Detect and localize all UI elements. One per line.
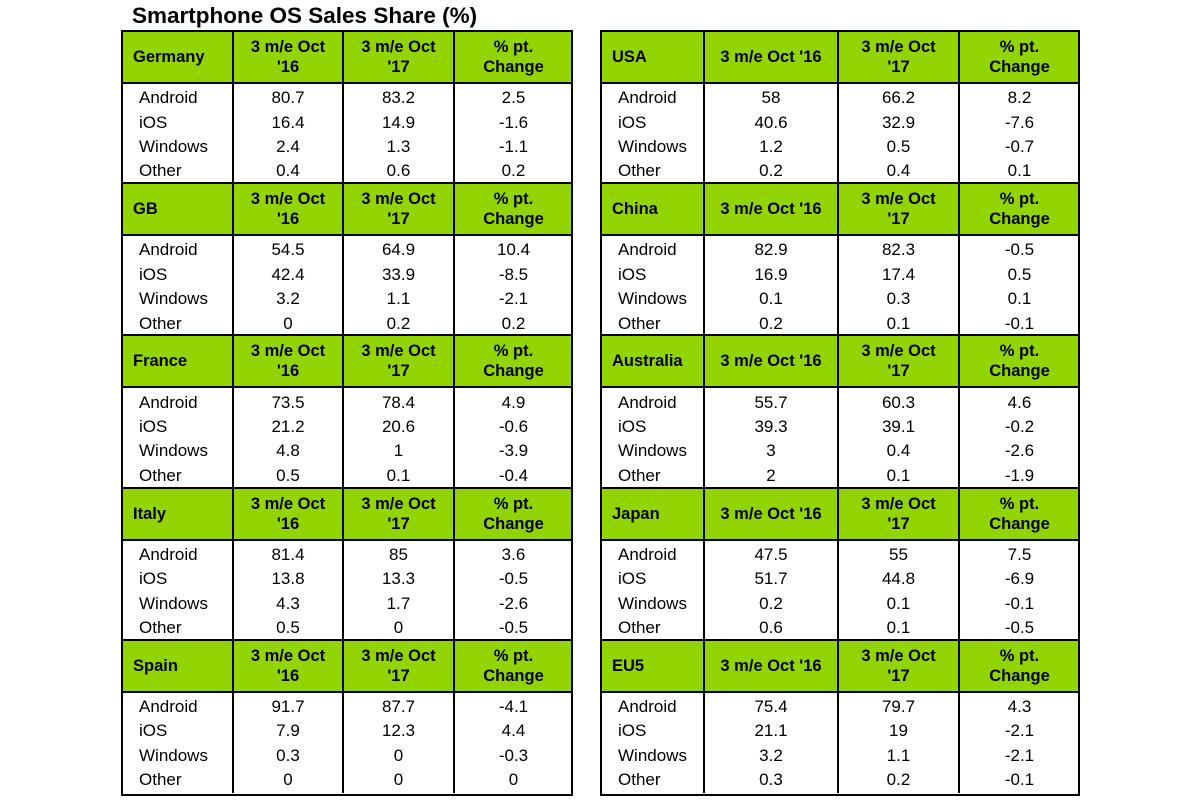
- column-header: % pt. Change: [989, 38, 1050, 76]
- column-header: % pt. Change: [989, 342, 1050, 381]
- column-divider: [342, 336, 344, 488]
- table-row: [602, 744, 1078, 768]
- value-cell: 0: [393, 617, 404, 637]
- table-row: [123, 591, 571, 615]
- value-cell: -4.1: [498, 696, 529, 716]
- os-label: Android: [139, 392, 198, 412]
- value-cell: 0.6: [386, 161, 411, 181]
- table-row: [602, 238, 1078, 262]
- column-divider: [703, 184, 705, 336]
- region-block-china: [602, 184, 1078, 336]
- value-cell: 83.2: [381, 88, 416, 108]
- column-divider: [958, 184, 960, 336]
- value-cell: 66.2: [881, 88, 916, 108]
- value-cell: 0.1: [886, 465, 911, 485]
- value-cell: 0.2: [501, 161, 526, 181]
- column-header: 3 m/e Oct '16: [250, 342, 326, 381]
- value-cell: 81.4: [271, 544, 305, 564]
- os-label: Android: [618, 392, 677, 412]
- table-row: [602, 110, 1078, 134]
- table-row: [602, 439, 1078, 463]
- table-row: [602, 415, 1078, 439]
- os-label: Windows: [139, 593, 208, 613]
- region-header: [602, 336, 1078, 388]
- value-cell: 0: [508, 770, 519, 790]
- region-name: Italy: [133, 504, 167, 523]
- value-cell: 3.2: [276, 289, 300, 309]
- os-label: Windows: [618, 289, 687, 309]
- value-cell: 0.5: [276, 617, 300, 637]
- value-cell: -0.5: [1004, 240, 1035, 260]
- table-row: [123, 238, 571, 262]
- value-cell: 0.5: [276, 465, 300, 485]
- value-cell: -0.1: [1004, 593, 1035, 613]
- column-header: 3 m/e Oct '16: [250, 38, 326, 76]
- value-cell: -2.6: [498, 593, 529, 613]
- column-divider: [837, 641, 839, 793]
- column-header: 3 m/e Oct '16: [720, 504, 822, 523]
- os-label: Other: [139, 617, 182, 637]
- value-cell: 1.1: [886, 745, 911, 765]
- os-label: Other: [139, 161, 182, 181]
- value-cell: 0: [283, 313, 293, 333]
- value-cell: 1.1: [386, 289, 411, 309]
- column-header: 3 m/e Oct '17: [361, 190, 436, 229]
- region-block-eu5: [602, 641, 1078, 793]
- table-row: [602, 768, 1078, 792]
- column-header: % pt. Change: [483, 190, 544, 229]
- value-cell: 2: [766, 465, 776, 485]
- os-label: Android: [618, 88, 677, 108]
- value-cell: 10.4: [496, 240, 531, 260]
- value-cell: 85: [389, 544, 408, 564]
- value-cell: -2.6: [1004, 441, 1035, 461]
- table-row: [602, 695, 1078, 719]
- value-cell: -1.9: [1004, 465, 1035, 485]
- region-header: [123, 32, 571, 84]
- os-label: iOS: [139, 264, 168, 284]
- value-cell: 0: [393, 770, 404, 790]
- value-cell: -0.6: [498, 416, 529, 436]
- value-cell: -2.1: [1004, 745, 1035, 765]
- os-label: Windows: [618, 136, 687, 156]
- table-row: [123, 768, 571, 792]
- value-cell: 0.5: [886, 136, 911, 156]
- value-cell: 2.5: [501, 88, 526, 108]
- value-cell: 13.8: [271, 569, 305, 589]
- value-cell: 17.4: [881, 264, 916, 284]
- value-cell: 0.4: [886, 161, 911, 181]
- value-cell: 64.9: [381, 240, 416, 260]
- value-cell: 0.1: [759, 289, 783, 309]
- table-row: [123, 464, 571, 488]
- region-name: China: [612, 200, 658, 219]
- value-cell: -0.5: [498, 617, 529, 637]
- column-divider: [453, 184, 455, 336]
- value-cell: 0.2: [759, 593, 783, 613]
- value-cell: 4.6: [1007, 392, 1032, 412]
- region-header: [602, 184, 1078, 236]
- os-label: Windows: [139, 136, 208, 156]
- os-label: Other: [618, 465, 661, 485]
- value-cell: 16.4: [271, 112, 305, 132]
- table-row: [123, 415, 571, 439]
- right-table: [600, 30, 1080, 796]
- os-label: iOS: [139, 569, 168, 589]
- value-cell: 42.4: [271, 264, 305, 284]
- column-divider: [958, 489, 960, 641]
- value-cell: 19: [889, 721, 908, 741]
- value-cell: 0.2: [759, 313, 783, 333]
- value-cell: 20.6: [381, 416, 416, 436]
- region-header: [123, 336, 571, 388]
- os-label: Other: [618, 313, 661, 333]
- column-divider: [232, 336, 234, 488]
- column-divider: [703, 32, 705, 184]
- region-header: [602, 489, 1078, 541]
- os-label: Android: [139, 544, 198, 564]
- os-label: iOS: [618, 112, 647, 132]
- region-header: [602, 641, 1078, 693]
- column-divider: [837, 184, 839, 336]
- column-header: % pt. Change: [989, 494, 1050, 533]
- value-cell: 4.3: [276, 593, 300, 613]
- table-row: [602, 719, 1078, 743]
- os-label: Other: [618, 770, 661, 790]
- column-header: 3 m/e Oct '16: [720, 48, 822, 66]
- column-header: 3 m/e Oct '17: [361, 646, 436, 685]
- column-header: 3 m/e Oct '17: [861, 494, 936, 533]
- column-divider: [958, 641, 960, 793]
- value-cell: 0.1: [886, 617, 911, 637]
- table-row: [123, 616, 571, 640]
- column-divider: [453, 336, 455, 488]
- value-cell: 0.4: [276, 161, 300, 181]
- table-row: [123, 263, 571, 287]
- value-cell: -2.1: [498, 289, 529, 309]
- os-label: Android: [139, 696, 198, 716]
- column-header: 3 m/e Oct '17: [861, 190, 936, 229]
- table-row: [123, 110, 571, 134]
- os-label: Android: [618, 544, 677, 564]
- value-cell: 0.4: [886, 441, 911, 461]
- value-cell: 4.9: [501, 392, 526, 412]
- value-cell: 0.2: [386, 313, 411, 333]
- column-divider: [232, 641, 234, 793]
- value-cell: 82.3: [881, 240, 916, 260]
- left-table: [121, 30, 573, 796]
- column-divider: [837, 336, 839, 488]
- region-name: GB: [133, 200, 158, 219]
- value-cell: 33.9: [381, 264, 416, 284]
- table-row: [602, 616, 1078, 640]
- table-row: [123, 86, 571, 110]
- region-name: Japan: [612, 504, 660, 523]
- table-row: [123, 543, 571, 567]
- value-cell: -0.5: [498, 569, 529, 589]
- column-divider: [958, 32, 960, 184]
- column-header: % pt. Change: [483, 646, 544, 685]
- table-row: [123, 390, 571, 414]
- column-header: 3 m/e Oct '16: [250, 646, 326, 685]
- value-cell: 82.9: [754, 240, 788, 260]
- column-divider: [837, 489, 839, 641]
- region-header: [123, 184, 571, 236]
- column-header: 3 m/e Oct '17: [361, 494, 436, 533]
- value-cell: 0.2: [501, 313, 526, 333]
- region-name: Australia: [612, 352, 683, 371]
- value-cell: -1.6: [498, 112, 529, 132]
- os-label: iOS: [139, 721, 168, 741]
- value-cell: 4.8: [276, 441, 300, 461]
- os-label: Android: [618, 240, 677, 260]
- os-label: iOS: [139, 112, 168, 132]
- value-cell: 3.2: [759, 745, 783, 765]
- column-header: 3 m/e Oct '17: [361, 38, 436, 76]
- table-row: [123, 135, 571, 159]
- column-divider: [958, 336, 960, 488]
- column-header: 3 m/e Oct '16: [720, 656, 822, 675]
- column-divider: [232, 32, 234, 184]
- os-label: Other: [618, 617, 661, 637]
- value-cell: -0.1: [1004, 770, 1035, 790]
- value-cell: 39.1: [881, 416, 916, 436]
- os-label: iOS: [139, 416, 168, 436]
- value-cell: 0.3: [886, 289, 911, 309]
- value-cell: 0.6: [759, 617, 783, 637]
- value-cell: -3.9: [498, 441, 529, 461]
- value-cell: 1.3: [386, 136, 411, 156]
- region-name: USA: [612, 48, 647, 66]
- value-cell: 2.4: [276, 136, 300, 156]
- table-row: [123, 567, 571, 591]
- value-cell: 55: [889, 544, 908, 564]
- value-cell: 40.6: [754, 112, 788, 132]
- value-cell: -0.4: [498, 465, 529, 485]
- region-block-gb: [123, 184, 571, 336]
- os-label: iOS: [618, 721, 647, 741]
- column-header: 3 m/e Oct '17: [861, 646, 936, 685]
- value-cell: 4.3: [1007, 696, 1032, 716]
- region-header: [602, 32, 1078, 84]
- column-divider: [342, 641, 344, 793]
- os-label: Android: [139, 88, 198, 108]
- column-header: % pt. Change: [483, 38, 544, 76]
- value-cell: 0.3: [759, 770, 783, 790]
- value-cell: 0: [393, 745, 404, 765]
- column-header: 3 m/e Oct '17: [361, 342, 436, 381]
- value-cell: 54.5: [271, 240, 305, 260]
- column-divider: [232, 184, 234, 336]
- column-header: 3 m/e Oct '17: [861, 342, 936, 381]
- value-cell: -0.2: [1004, 416, 1035, 436]
- table-row: [602, 135, 1078, 159]
- column-divider: [703, 641, 705, 793]
- region-name: Germany: [133, 48, 205, 66]
- table-row: [602, 567, 1078, 591]
- os-label: Windows: [139, 441, 208, 461]
- region-block-france: [123, 336, 571, 488]
- table-row: [123, 719, 571, 743]
- column-divider: [703, 336, 705, 488]
- value-cell: 8.2: [1007, 88, 1032, 108]
- value-cell: 39.3: [754, 416, 788, 436]
- os-label: Windows: [618, 441, 687, 461]
- table-row: [602, 287, 1078, 311]
- value-cell: 44.8: [881, 569, 916, 589]
- region-header: [123, 641, 571, 693]
- region-block-germany: [123, 32, 571, 184]
- table-row: [602, 390, 1078, 414]
- region-header: [123, 489, 571, 541]
- column-header: % pt. Change: [483, 342, 544, 381]
- os-label: iOS: [618, 264, 647, 284]
- value-cell: 12.3: [381, 721, 416, 741]
- column-divider: [703, 489, 705, 641]
- table-row: [602, 464, 1078, 488]
- region-block-japan: [602, 489, 1078, 641]
- value-cell: 58: [761, 88, 781, 108]
- os-label: Other: [139, 465, 182, 485]
- table-row: [123, 439, 571, 463]
- column-header: 3 m/e Oct '16: [720, 352, 822, 371]
- value-cell: 78.4: [381, 392, 416, 412]
- table-row: [123, 311, 571, 335]
- value-cell: -0.5: [1004, 617, 1035, 637]
- column-header: 3 m/e Oct '16: [250, 190, 326, 229]
- column-header: 3 m/e Oct '16: [250, 494, 326, 533]
- column-divider: [342, 184, 344, 336]
- column-divider: [837, 32, 839, 184]
- value-cell: 1.7: [386, 593, 411, 613]
- value-cell: -2.1: [1004, 721, 1035, 741]
- value-cell: 1.2: [759, 136, 783, 156]
- column-divider: [232, 489, 234, 641]
- os-label: Android: [139, 240, 198, 260]
- value-cell: 16.9: [754, 264, 788, 284]
- table-row: [602, 159, 1078, 183]
- value-cell: 0.3: [276, 745, 300, 765]
- value-cell: 0.1: [1007, 289, 1032, 309]
- os-label: iOS: [618, 569, 647, 589]
- os-label: Other: [618, 161, 661, 181]
- value-cell: 55.7: [754, 392, 788, 412]
- table-row: [602, 263, 1078, 287]
- region-name: Spain: [133, 656, 178, 675]
- value-cell: 0.1: [886, 593, 911, 613]
- value-cell: -7.6: [1004, 112, 1035, 132]
- value-cell: 0.1: [886, 313, 911, 333]
- table-row: [602, 591, 1078, 615]
- value-cell: 0.2: [886, 770, 911, 790]
- table-row: [123, 744, 571, 768]
- value-cell: 7.9: [276, 721, 300, 741]
- os-label: Android: [618, 696, 677, 716]
- value-cell: 13.3: [381, 569, 416, 589]
- region-name: France: [133, 352, 188, 371]
- value-cell: 60.3: [881, 392, 916, 412]
- table-row: [602, 311, 1078, 335]
- table-row: [123, 287, 571, 311]
- value-cell: -6.9: [1004, 569, 1035, 589]
- region-name: EU5: [612, 656, 645, 675]
- value-cell: 0.1: [1007, 161, 1032, 181]
- value-cell: 87.7: [381, 696, 416, 716]
- os-label: Windows: [139, 745, 208, 765]
- region-block-spain: [123, 641, 571, 793]
- value-cell: 1: [393, 441, 404, 461]
- column-header: 3 m/e Oct '16: [720, 200, 822, 219]
- region-block-italy: [123, 489, 571, 641]
- region-block-usa: [602, 32, 1078, 184]
- chart-title: Smartphone OS Sales Share (%): [132, 3, 478, 28]
- value-cell: 21.2: [271, 416, 305, 436]
- value-cell: 0.5: [1007, 264, 1032, 284]
- os-label: Other: [139, 770, 182, 790]
- column-divider: [453, 489, 455, 641]
- column-divider: [342, 489, 344, 641]
- column-divider: [453, 32, 455, 184]
- value-cell: -0.3: [498, 745, 529, 765]
- column-header: 3 m/e Oct '17: [861, 38, 936, 76]
- value-cell: 7.5: [1007, 544, 1032, 564]
- value-cell: -0.1: [1004, 313, 1035, 333]
- value-cell: -0.7: [1004, 136, 1035, 156]
- column-divider: [342, 32, 344, 184]
- os-label: Windows: [139, 289, 208, 309]
- value-cell: 32.9: [881, 112, 916, 132]
- value-cell: 0.2: [759, 161, 783, 181]
- value-cell: 75.4: [754, 696, 788, 716]
- os-label: Windows: [618, 745, 687, 765]
- column-divider: [453, 641, 455, 793]
- value-cell: 51.7: [754, 569, 788, 589]
- column-header: % pt. Change: [989, 646, 1050, 685]
- value-cell: -1.1: [498, 136, 529, 156]
- value-cell: 0: [283, 770, 293, 790]
- table-row: [123, 159, 571, 183]
- value-cell: 73.5: [271, 392, 305, 412]
- column-header: % pt. Change: [989, 190, 1050, 229]
- column-header: % pt. Change: [483, 494, 544, 533]
- value-cell: 3: [766, 441, 776, 461]
- value-cell: 4.4: [501, 721, 526, 741]
- table-row: [602, 86, 1078, 110]
- os-label: Windows: [618, 593, 687, 613]
- value-cell: 21.1: [754, 721, 788, 741]
- table-row: [602, 543, 1078, 567]
- table-row: [123, 695, 571, 719]
- os-label: iOS: [618, 416, 647, 436]
- value-cell: 14.9: [381, 112, 416, 132]
- value-cell: -8.5: [498, 264, 529, 284]
- os-label: Other: [139, 313, 182, 333]
- value-cell: 79.7: [881, 696, 916, 716]
- value-cell: 0.1: [386, 465, 411, 485]
- value-cell: 91.7: [271, 696, 305, 716]
- region-block-australia: [602, 336, 1078, 488]
- value-cell: 80.7: [271, 88, 305, 108]
- value-cell: 47.5: [754, 544, 788, 564]
- value-cell: 3.6: [501, 544, 526, 564]
